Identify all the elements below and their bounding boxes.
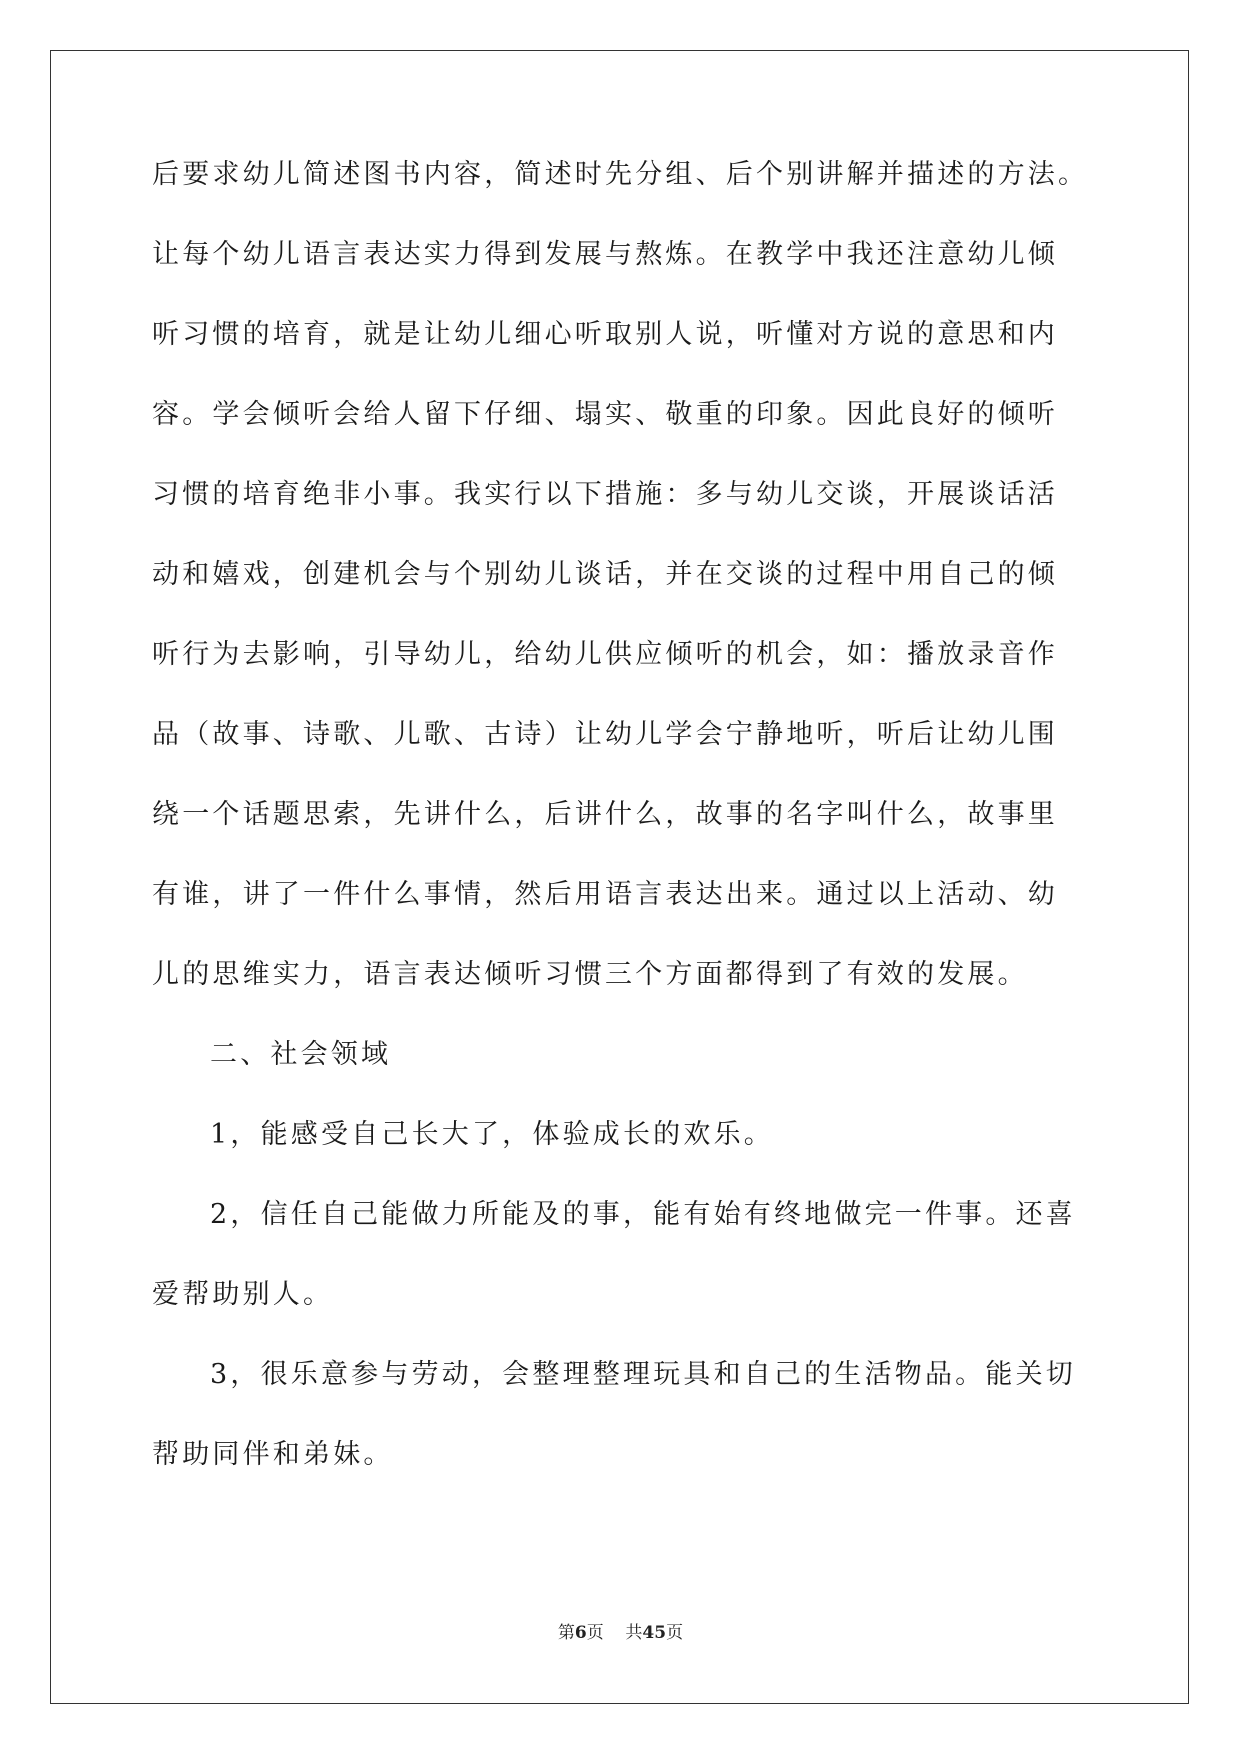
paragraph-line: 儿的思维实力，语言表达倾听习惯三个方面都得到了有效的发展。 xyxy=(152,959,1028,990)
paragraph-line: 习惯的培育绝非小事。我实行以下措施：多与幼儿交谈，开展谈话活 xyxy=(152,479,1058,510)
footer-total-prefix: 共 xyxy=(625,1623,643,1643)
footer-prefix: 第 xyxy=(557,1623,575,1643)
page-footer xyxy=(0,1618,1241,1643)
section-heading: 二、社会领域 xyxy=(210,1039,392,1070)
list-item-continuation: 帮助同伴和弟妹。 xyxy=(152,1439,394,1470)
paragraph-line: 让每个幼儿语言表达实力得到发展与熬炼。在教学中我还注意幼儿倾 xyxy=(152,239,1058,270)
footer-total-suffix: 页 xyxy=(666,1623,684,1643)
list-item: 2，信任自己能做力所能及的事，能有始有终地做完一件事。还喜 xyxy=(210,1199,1076,1230)
paragraph-line: 绕一个话题思索，先讲什么，后讲什么，故事的名字叫什么，故事里 xyxy=(152,799,1058,830)
total-page-count: 45 xyxy=(642,1623,667,1643)
current-page-number: 6 xyxy=(574,1623,587,1643)
paragraph-line: 听习惯的培育，就是让幼儿细心听取别人说，听懂对方说的意思和内 xyxy=(152,319,1058,350)
paragraph-line: 后要求幼儿简述图书内容，简述时先分组、后个别讲解并描述的方法。 xyxy=(152,159,1089,190)
paragraph-line: 容。学会倾听会给人留下仔细、塌实、敬重的印象。因此良好的倾听 xyxy=(152,399,1058,430)
paragraph-line: 动和嬉戏，创建机会与个别幼儿谈话，并在交谈的过程中用自己的倾 xyxy=(152,559,1058,590)
paragraph-line: 品（故事、诗歌、儿歌、古诗）让幼儿学会宁静地听，听后让幼儿围 xyxy=(152,719,1058,750)
paragraph-line: 有谁，讲了一件什么事情，然后用语言表达出来。通过以上活动、幼 xyxy=(152,879,1058,910)
list-item: 1，能感受自己长大了，体验成长的欢乐。 xyxy=(210,1119,774,1150)
paragraph-line: 听行为去影响，引导幼儿，给幼儿供应倾听的机会，如：播放录音作 xyxy=(152,639,1058,670)
footer-page-suffix: 页 xyxy=(586,1623,604,1643)
document-body xyxy=(152,155,1092,1515)
list-item: 3，很乐意参与劳动，会整理整理玩具和自己的生活物品。能关切 xyxy=(210,1359,1076,1390)
list-item-continuation: 爱帮助别人。 xyxy=(152,1279,334,1310)
